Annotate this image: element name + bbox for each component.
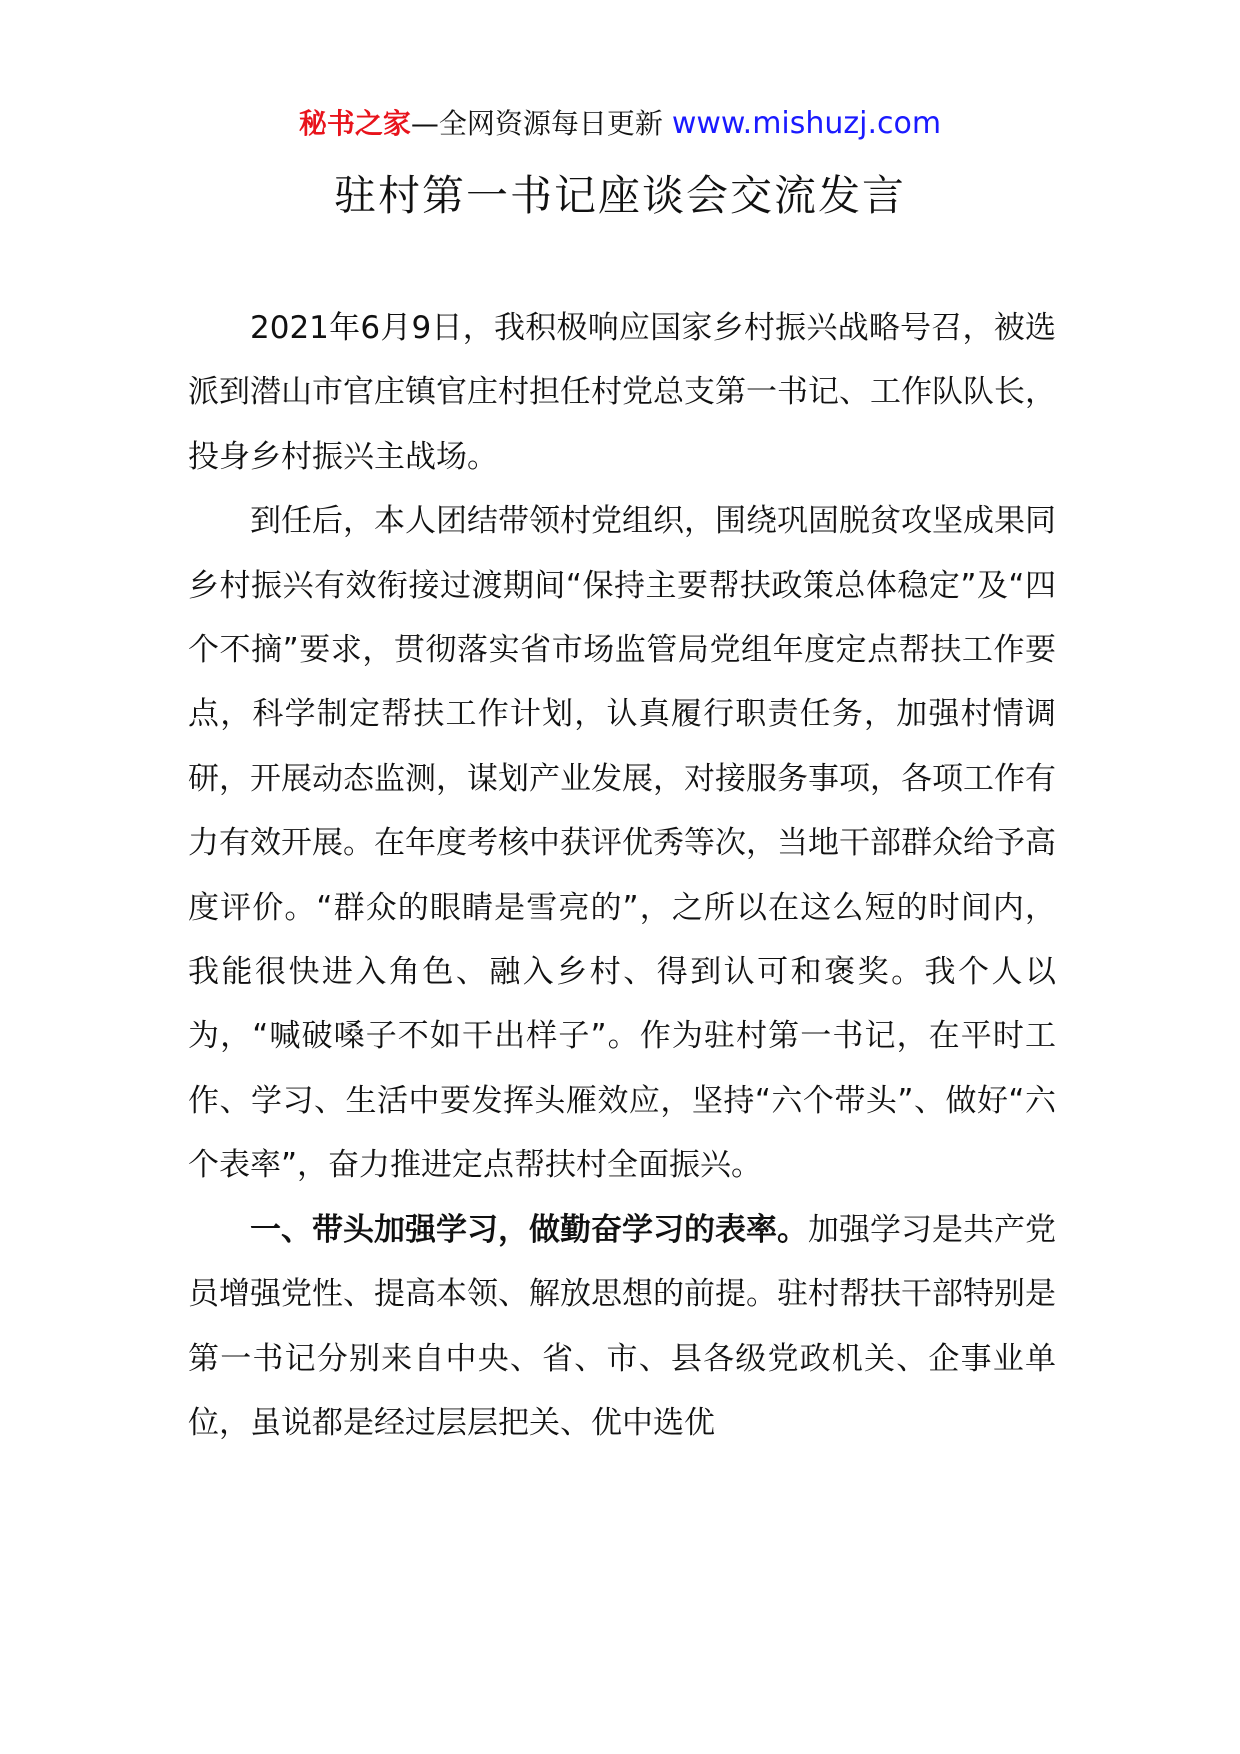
header-tagline: —全网资源每日更新: [410, 107, 672, 140]
brand-name: 秘书之家: [298, 107, 411, 140]
watermark-header: [0, 104, 1240, 144]
paragraph-3-text: 加强学习是共产党员增强党性、提高本领、解放思想的前提。驻村帮扶干部特别是第一书记分别来自中央、省、市、县各级党政机关、企事业单位，虽说都是经过层层把关、优中选优: [188, 1211, 1056, 1441]
document-body: [188, 296, 1056, 1455]
site-url-link[interactable]: www.mishuzj.com: [671, 106, 942, 141]
paragraph-3-lead: 一、带头加强学习，做勤奋学习的表率。: [250, 1211, 808, 1248]
paragraph-2-text: 到任后，本人团结带领村党组织，围绕巩固脱贫攻坚成果同乡村振兴有效衔接过渡期间“保持主要帮扶政策总体稳定”及“四个不摘”要求，贯彻落实省市场监管局党组年度定点帮扶工作要点，科学制定帮扶工作计划，认真履行职责任务，加强村情调研，开展动态监测，谋划产业发展，对接服务事项，各项工作有力有效开展。在年度考核中获评优秀等次，当地干部群众给予高度评价。“群众的眼睛是雪亮的”，之所以在这么短的时间内，我能很快进入角色、融入乡村、得到认可和褒奖。我个人以为，“喊破嗓子不如干出样子”。作为驻村第一书记，在平时工作、学习、生活中要发挥头雁效应，坚持“六个带头”、做好“六个表率”，奋力推进定点帮扶村全面振兴。: [188, 503, 1056, 1184]
paragraph-1: [188, 296, 1056, 489]
paragraph-3: [188, 1198, 1056, 1456]
document-title: 驻村第一书记座谈会交流发言: [333, 171, 906, 220]
paragraph-2: [188, 489, 1056, 1197]
paragraph-1-text: 2021年6月9日，我积极响应国家乡村振兴战略号召，被选派到潜山市官庄镇官庄村担任村党总支第一书记、工作队队长，投身乡村振兴主战场。: [188, 310, 1056, 475]
